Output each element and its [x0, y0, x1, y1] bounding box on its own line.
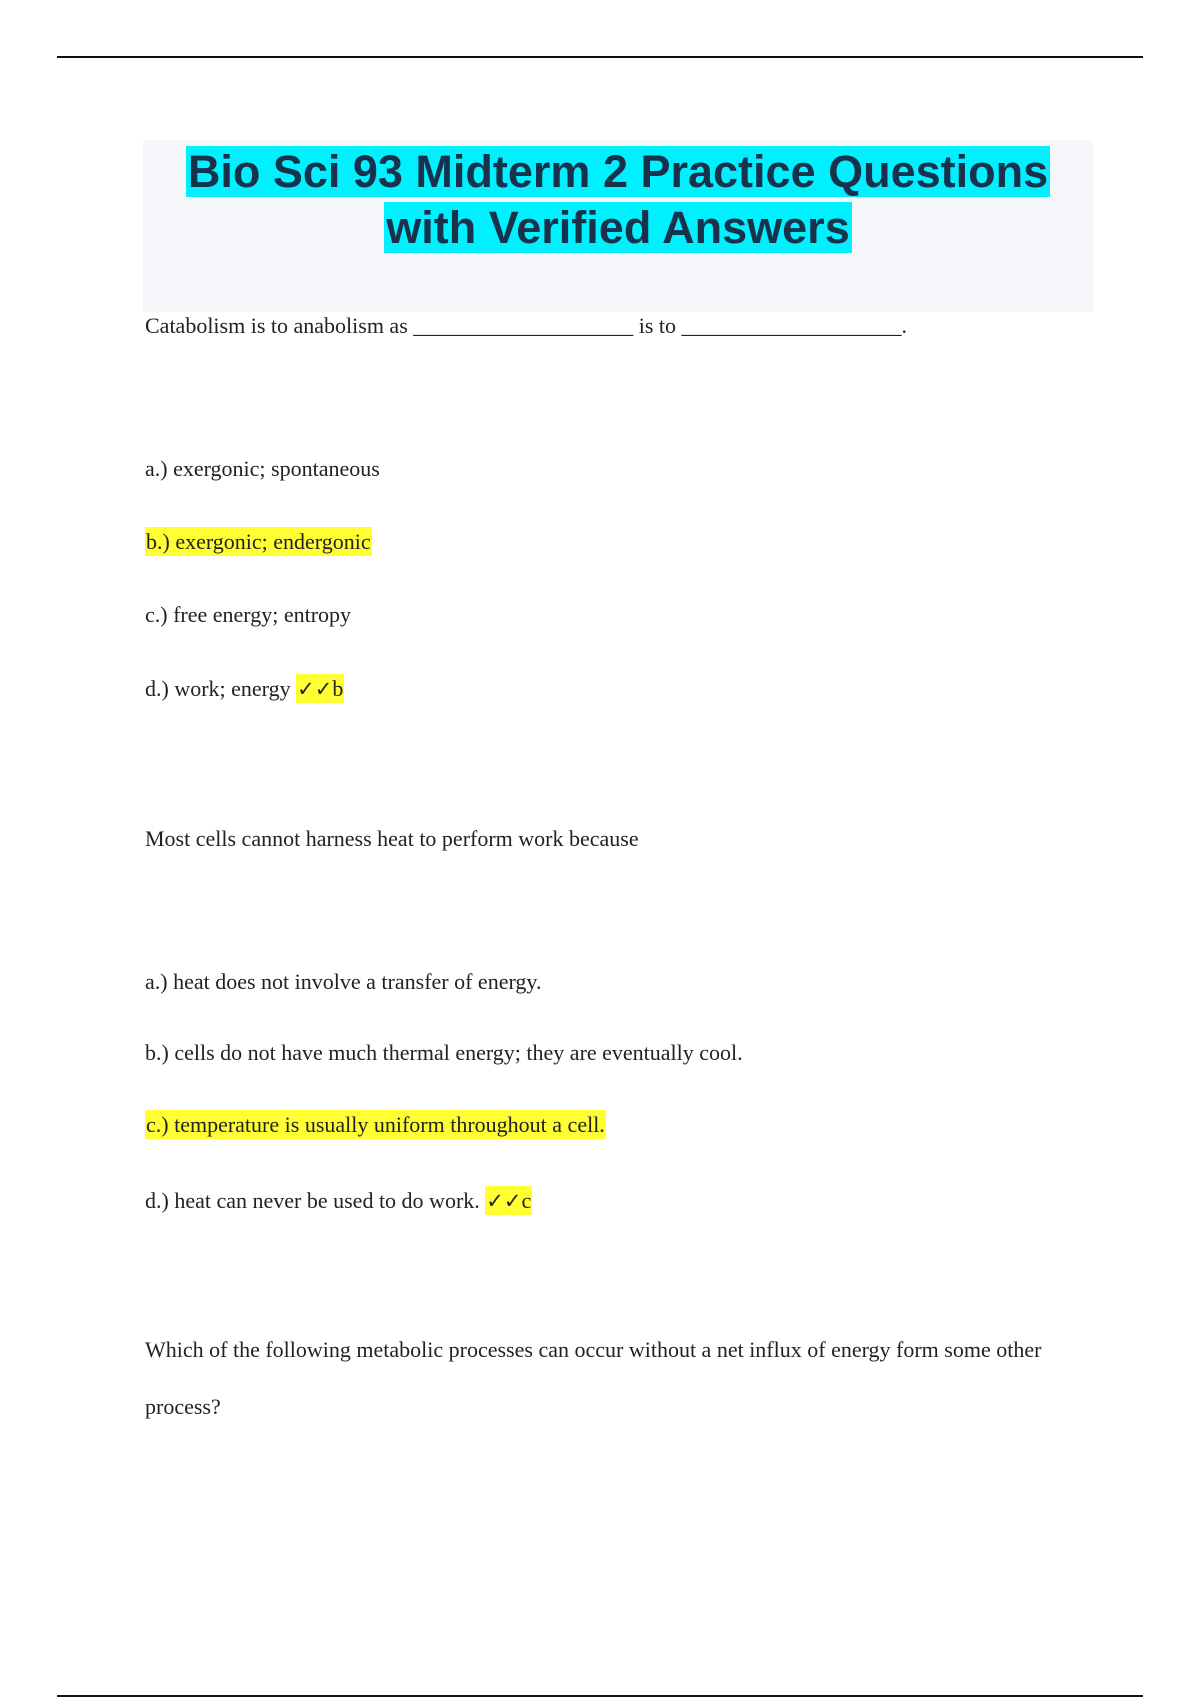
answer-letter: b	[332, 676, 344, 701]
question-2-option-d-text: d.) heat can never be used to do work.	[145, 1188, 480, 1213]
answer-letter: c	[521, 1188, 532, 1213]
question-1-option-b	[145, 528, 372, 556]
question-1-option-d	[145, 675, 344, 703]
question-2-text: Most cells cannot harness heat to perform work because	[145, 826, 639, 851]
double-check-icon: ✓✓	[297, 677, 333, 701]
page-title	[143, 144, 1093, 256]
answer-key	[296, 674, 344, 703]
question-2-option-c	[145, 1111, 606, 1139]
page-title-line-1: Bio Sci 93 Midterm 2 Practice Questions	[187, 146, 1049, 197]
question-2-option-b: b.) cells do not have much thermal energy; they are eventually cool.	[145, 1040, 743, 1065]
correct-option-highlight: c.) temperature is usually uniform throughout a cell.	[146, 1112, 605, 1137]
question-3-text: Which of the following metabolic processes can occur without a net influx of energy form some other process?	[145, 1337, 1042, 1419]
question-2-option-d	[145, 1187, 532, 1215]
question-2-option-a: a.) heat does not involve a transfer of energy.	[145, 969, 542, 994]
page-title-line-2: with Verified Answers	[386, 202, 850, 253]
question-1-option-a: a.) exergonic; spontaneous	[145, 456, 380, 481]
question-1-option-d-text: d.) work; energy	[145, 676, 291, 701]
question-1-option-c: c.) free energy; entropy	[145, 602, 352, 627]
double-check-icon: ✓✓	[486, 1189, 522, 1213]
correct-option-highlight: b.) exergonic; endergonic	[146, 529, 371, 554]
answer-key	[485, 1186, 532, 1215]
footer-rule	[57, 1695, 1143, 1697]
header-rule	[57, 56, 1143, 58]
question-1-text: Catabolism is to anabolism as ____________________ is to ____________________.	[145, 313, 908, 338]
